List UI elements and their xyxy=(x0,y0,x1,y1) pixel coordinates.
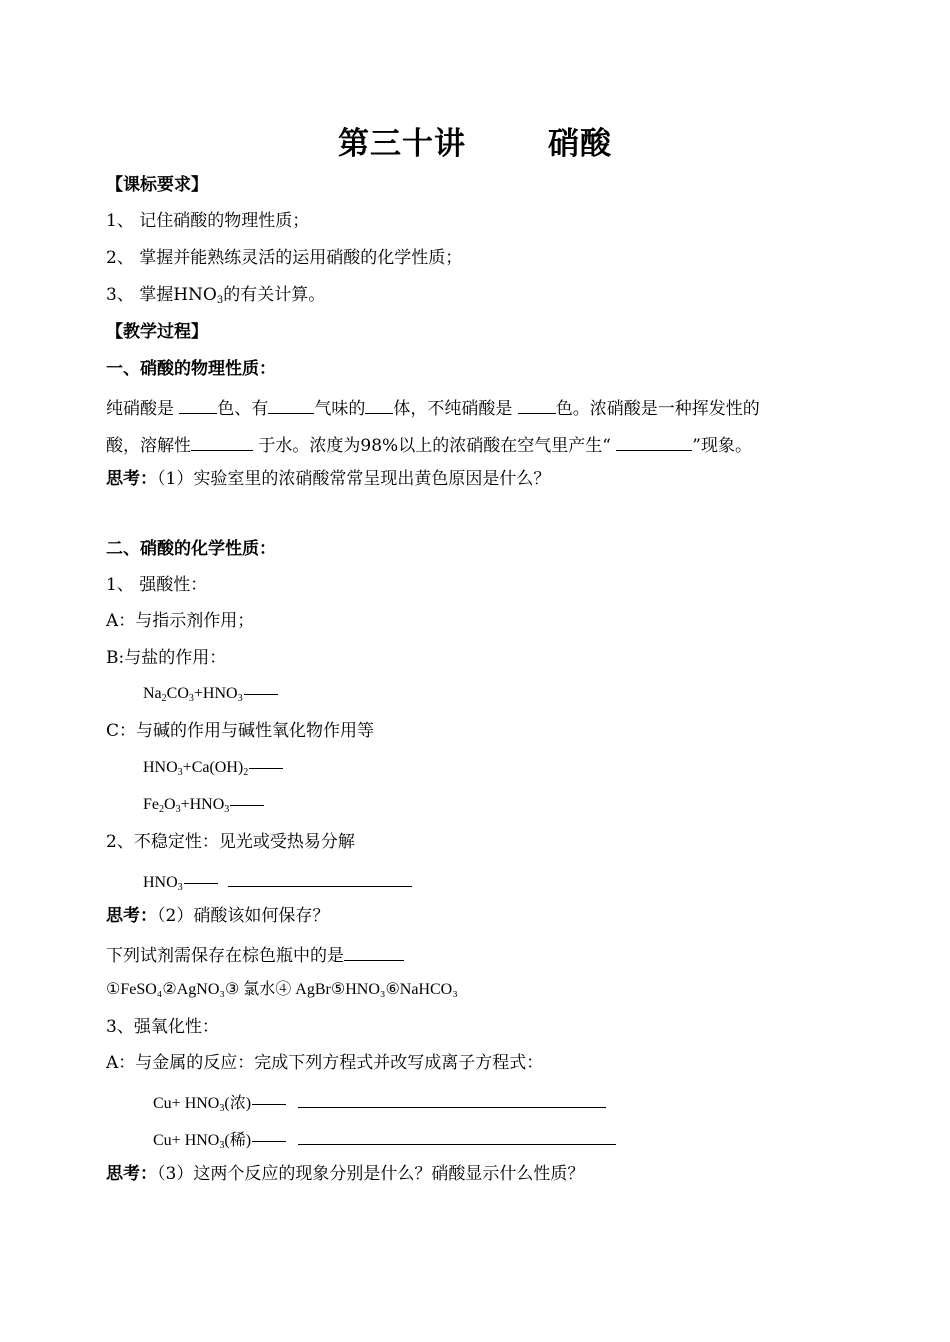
title-sub: 硝酸 xyxy=(548,126,612,162)
physical-line-1: 纯硝酸是 色、有 气味的 体，不纯硝酸是 色。浓硝酸是一种挥发性的 xyxy=(106,395,760,420)
blank-impure-color[interactable] xyxy=(518,395,556,414)
blank-storage[interactable] xyxy=(344,942,404,961)
acid-header: 1、 强酸性： xyxy=(106,575,208,595)
equation-cu-dilute: $Cu+ HNO_3$(稀) xyxy=(153,1126,616,1152)
blank-cu-concentrated[interactable] xyxy=(298,1089,606,1108)
equation-caoh2: $HNO_3+Ca(OH)_2$ xyxy=(143,757,283,779)
think-2: 思考：（2）硝酸该如何保存？ xyxy=(106,906,330,926)
title-main: 第三十讲 xyxy=(338,126,466,162)
acid-item-c: C：与碱的作用与碱性氧化物作用等 xyxy=(106,721,375,741)
page-title xyxy=(0,118,950,163)
standards-header: 【课标要求】 xyxy=(106,175,208,195)
blank-color[interactable] xyxy=(179,395,217,414)
requirement-1: 1、 记住硝酸的物理性质； xyxy=(106,211,310,231)
think-1: 思考：（1）实验室里的浓硝酸常常呈现出黄色原因是什么？ xyxy=(106,469,551,489)
storage-question: 下列试剂需保存在棕色瓶中的是 xyxy=(106,942,404,967)
process-header: 【教学过程】 xyxy=(106,322,208,342)
acid-item-b: B:与盐的作用： xyxy=(106,648,227,668)
acid-item-a: A：与指示剂作用； xyxy=(106,611,255,631)
requirement-2: 2、 掌握并能熟练灵活的运用硝酸的化学性质； xyxy=(106,248,463,268)
equation-fe2o3: $Fe_2O_3+HNO_3$ xyxy=(143,794,264,816)
blank-solubility[interactable] xyxy=(191,432,253,451)
blank-decomposition[interactable] xyxy=(228,868,412,887)
requirement-3: 3、 掌握$HNO_3$的有关计算。 xyxy=(106,285,326,306)
think-3: 思考：（3）这两个反应的现象分别是什么？硝酸显示什么性质？ xyxy=(106,1164,585,1184)
physical-properties-header: 一、硝酸的物理性质： xyxy=(106,359,276,379)
chemical-properties-header: 二、硝酸的化学性质： xyxy=(106,539,276,559)
reagent-options: ①FeSO₄②AgNO₃③ 氯水④ AgBr⑤HNO₃⑥NaHCO₃ xyxy=(106,981,458,998)
physical-line-2: 酸，溶解性 于水。浓度为98%以上的浓硝酸在空气里产生“ ”现象。 xyxy=(106,432,752,457)
unstable-header: 2、不稳定性：见光或受热易分解 xyxy=(106,832,355,852)
blank-phenomenon[interactable] xyxy=(616,432,692,451)
equation-decomposition: $HNO_3$ xyxy=(143,868,412,894)
equation-cu-concentrated: $Cu+ HNO_3$(浓) xyxy=(153,1089,606,1115)
oxidation-item-a: A：与金属的反应：完成下列方程式并改写成离子方程式： xyxy=(106,1053,544,1073)
oxidation-header: 3、强氧化性： xyxy=(106,1017,219,1037)
blank-odor[interactable] xyxy=(268,395,314,414)
blank-cu-dilute[interactable] xyxy=(298,1126,616,1145)
blank-state[interactable] xyxy=(365,395,393,414)
equation-na2co3: $Na_2CO_3+HNO_3$ xyxy=(143,683,278,705)
